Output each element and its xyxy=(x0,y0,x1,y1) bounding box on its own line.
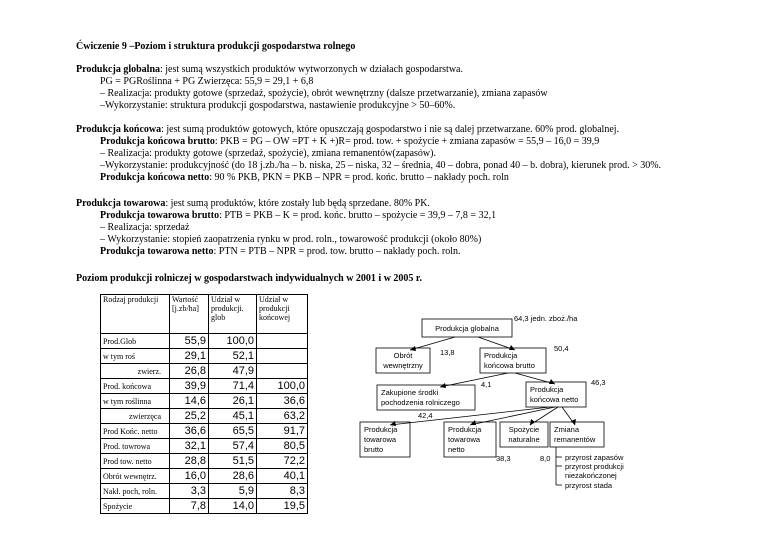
ptb-value-label: 42,4 xyxy=(418,411,433,420)
cell-share-glob: 65,5 xyxy=(209,424,257,439)
cell-share-glob: 100,0 xyxy=(209,334,257,349)
cell-share-glob: 71,4 xyxy=(209,379,257,394)
cell-value: 16,0 xyxy=(170,469,209,484)
pk-realizacja: – Realizacja: produkty gotowe (sprzedaż, spożycie), zmiana remanentów(zapasów). xyxy=(100,148,436,159)
cell-share-konc: 63,2 xyxy=(257,409,308,424)
cell-share-konc: 72,2 xyxy=(257,454,308,469)
cell-share-konc xyxy=(257,334,308,349)
ptb-def: : PTB = PKB – K = prod. końc. brutto – spożycie = 39,9 – 7,8 = 32,1 xyxy=(219,210,497,221)
header-wartosc: Wartość [j.zb/ha] xyxy=(170,295,209,334)
box-ptn-label-1: Produkcja xyxy=(448,425,482,434)
pg-formula: PG = PGRoślinna + PG Zwierzęca: 55,9 = 29,1 + 6,8 xyxy=(100,76,314,87)
table-row xyxy=(101,454,308,469)
pg-def: : jest sumą wszystkich produktów wytworzonych w działach gospodarstwa. xyxy=(160,64,463,75)
table-row xyxy=(101,424,308,439)
cell-value: 28,8 xyxy=(170,454,209,469)
table-row xyxy=(101,469,308,484)
cell-share-konc: 19,5 xyxy=(257,499,308,514)
box-zr-label-2: remanentów xyxy=(554,435,596,444)
box-pkn-label-2: końcowa netto xyxy=(530,395,579,404)
box-zak-label-2: pochodzenia rolniczego xyxy=(381,398,460,407)
pkn-def: : 90 % PKB, PKN = PKB – NPR = prod. końc. brutto – nakłady poch. roln xyxy=(209,172,509,183)
cell-share-glob: 28,6 xyxy=(209,469,257,484)
ptb-definition xyxy=(100,210,496,222)
pt-term: Produkcja towarowa xyxy=(76,198,166,209)
pkn-value-label: 46,3 xyxy=(591,378,606,387)
cell-share-glob: 45,1 xyxy=(209,409,257,424)
table-header-row xyxy=(101,295,308,334)
arrowhead xyxy=(509,345,515,350)
ptn-term: Produkcja towarowa netto xyxy=(100,246,214,257)
box-spoz-label-2: naturalne xyxy=(508,435,540,444)
table-row xyxy=(101,394,308,409)
pt-def: : jest sumą produktów, które zostały lub będą sprzedane. 80% PK. xyxy=(165,198,430,209)
pg-definition xyxy=(76,64,463,76)
row-label: Prod.Glob xyxy=(101,334,170,349)
cell-share-konc: 80,5 xyxy=(257,439,308,454)
pkb-term: Produkcja końcowa brutto xyxy=(100,136,215,147)
cell-share-konc: 8,3 xyxy=(257,484,308,499)
zr-item: niezakończonej xyxy=(565,471,617,480)
cell-value: 39,9 xyxy=(170,379,209,394)
cell-value: 26,8 xyxy=(170,364,209,379)
cell-share-konc: 40,1 xyxy=(257,469,308,484)
header-udzial-konc: Udział w produkcji końcowej xyxy=(257,295,308,334)
pkn-term: Produkcja końcowa netto xyxy=(100,172,210,183)
pg-realizacja: – Realizacja: produkty gotowe (sprzedaż, spożycie), obrót wewnętrzny (dalsze przetwarzanie), zmiana zapasów xyxy=(100,88,548,99)
cell-share-glob: 5,9 xyxy=(209,484,257,499)
cell-value: 14,6 xyxy=(170,394,209,409)
box-ptb-label-2: towarowa xyxy=(364,435,397,444)
cell-value: 55,9 xyxy=(170,334,209,349)
row-label: zwierz. xyxy=(101,364,170,379)
zr-item: przyrost produkcji xyxy=(565,462,624,471)
table-row xyxy=(101,484,308,499)
header-udzial-glob: Udział w produkcji. glob xyxy=(209,295,257,334)
box-spoz-label-1: Spożycie xyxy=(508,425,540,434)
cell-share-glob: 52,1 xyxy=(209,349,257,364)
row-label: Prod. towrowa xyxy=(101,439,170,454)
cell-value: 3,3 xyxy=(170,484,209,499)
box-ow-label-1: Obrót xyxy=(393,351,413,360)
pk-def: : jest sumą produktów gotowych, które opuszczają gospodarstwo i nie są dalej przetwarzane. 60% prod. globalnej. xyxy=(161,124,620,135)
pg-term: Produkcja globalna xyxy=(76,64,160,75)
pt-realizacja: – Realizacja: sprzedaż xyxy=(100,222,190,233)
row-label: Prod Końc. netto xyxy=(101,424,170,439)
pk-definition xyxy=(76,124,619,136)
zr-item: przyrost zapasów xyxy=(565,453,624,462)
pg-value-label: 64,3 jedn. zboż./ha xyxy=(514,314,578,323)
production-table xyxy=(100,294,308,514)
cell-share-konc: 100,0 xyxy=(257,379,308,394)
zr-value-label: 8,0 xyxy=(540,454,551,463)
row-label: Prod tow. netto xyxy=(101,454,170,469)
table-row xyxy=(101,334,308,349)
table-row xyxy=(101,349,308,364)
box-pkn-label-1: Produkcja xyxy=(530,385,564,394)
production-flow-diagram xyxy=(350,305,690,500)
row-label: w tym roślinna xyxy=(101,394,170,409)
box-ptb-label-3: brutto xyxy=(364,445,384,454)
cell-share-konc: 91,7 xyxy=(257,424,308,439)
row-label: w tym roś xyxy=(101,349,170,364)
cell-value: 29,1 xyxy=(170,349,209,364)
row-label: Spożycie xyxy=(101,499,170,514)
page-title: Ćwiczenie 9 –Poziom i struktura produkcji gospodarstwa rolnego xyxy=(76,41,356,52)
ow-value-label: 13,8 xyxy=(440,348,455,357)
pt-wykorzystanie: – Wykorzystanie: stopień zaopatrzenia rynku w prod. roln., towarowość produkcji (około 80%) xyxy=(100,234,482,245)
pkb-value-label: 50,4 xyxy=(554,344,569,353)
table-row xyxy=(101,409,308,424)
box-zr-label-1: Zmiana xyxy=(554,425,580,434)
arrowhead xyxy=(549,379,555,384)
ptn-def: : PTN = PTB – NPR = prod. tow. brutto – nakłady poch. roln. xyxy=(213,246,461,257)
cell-share-glob: 51,5 xyxy=(209,454,257,469)
cell-value: 25,2 xyxy=(170,409,209,424)
zr-item: przyrost stada xyxy=(565,481,613,490)
pk-wykorzystanie: –Wykorzystanie: produkcyjność (do 18 j.zb./ha – b. niska, 25 – niska, 32 – średnia, 40 – dobra, ponad 40 – b. dobra), kierunek prod. > 30%. xyxy=(100,160,662,171)
pkb-def: : PKB = PG – OW =PT + K +)R= prod. tow. + spożycie + zmiana zapasów = 55,9 – 16,0 = 39,9 xyxy=(214,136,600,147)
pkn-definition xyxy=(100,172,509,184)
ptn-value-label: 38,3 xyxy=(496,454,511,463)
row-label: Obrót wewnętrz. xyxy=(101,469,170,484)
cell-share-glob: 26,1 xyxy=(209,394,257,409)
box-ptn-label-3: netto xyxy=(448,445,465,454)
box-ptb-label-1: Produkcja xyxy=(364,425,398,434)
box-pg-label: Produkcja globalna xyxy=(435,324,499,333)
row-label: Nakł. poch, roln. xyxy=(101,484,170,499)
table-row xyxy=(101,439,308,454)
row-label: zwierzęca xyxy=(101,409,170,424)
cell-share-konc xyxy=(257,364,308,379)
header-rodzaj: Rodzaj produkcji xyxy=(101,295,170,334)
cell-value: 7,8 xyxy=(170,499,209,514)
ptn-definition xyxy=(100,246,461,258)
box-ow-label-2: wewnętrzny xyxy=(383,361,423,370)
pg-wykorzystanie: –Wykorzystanie: struktura produkcji gospodarstwa, nastawienie produkcyjne > 50–60%. xyxy=(100,100,456,111)
cell-share-konc xyxy=(257,349,308,364)
table-row xyxy=(101,364,308,379)
box-pkb-label-2: końcowa brutto xyxy=(484,361,535,370)
pk-term: Produkcja końcowa xyxy=(76,124,162,135)
ptb-term: Produkcja towarowa brutto xyxy=(100,210,220,221)
box-ptn-label-2: towarowa xyxy=(448,435,481,444)
cell-value: 32,1 xyxy=(170,439,209,454)
zak-value-label: 4,1 xyxy=(481,380,492,389)
cell-share-konc: 36,6 xyxy=(257,394,308,409)
cell-share-glob: 14,0 xyxy=(209,499,257,514)
box-zak-label-1: Zakupione środki xyxy=(381,388,439,397)
section-title: Poziom produkcji rolniczej w gospodarstwach indywidualnych w 2001 i w 2005 r. xyxy=(76,273,422,284)
pt-definition xyxy=(76,198,430,210)
cell-value: 36,6 xyxy=(170,424,209,439)
row-label: Prod. końcowa xyxy=(101,379,170,394)
table-row xyxy=(101,499,308,514)
table-row xyxy=(101,379,308,394)
pkb-definition xyxy=(100,136,599,148)
cell-share-glob: 47,9 xyxy=(209,364,257,379)
cell-share-glob: 57,4 xyxy=(209,439,257,454)
box-pkb-label-1: Produkcja xyxy=(484,351,518,360)
